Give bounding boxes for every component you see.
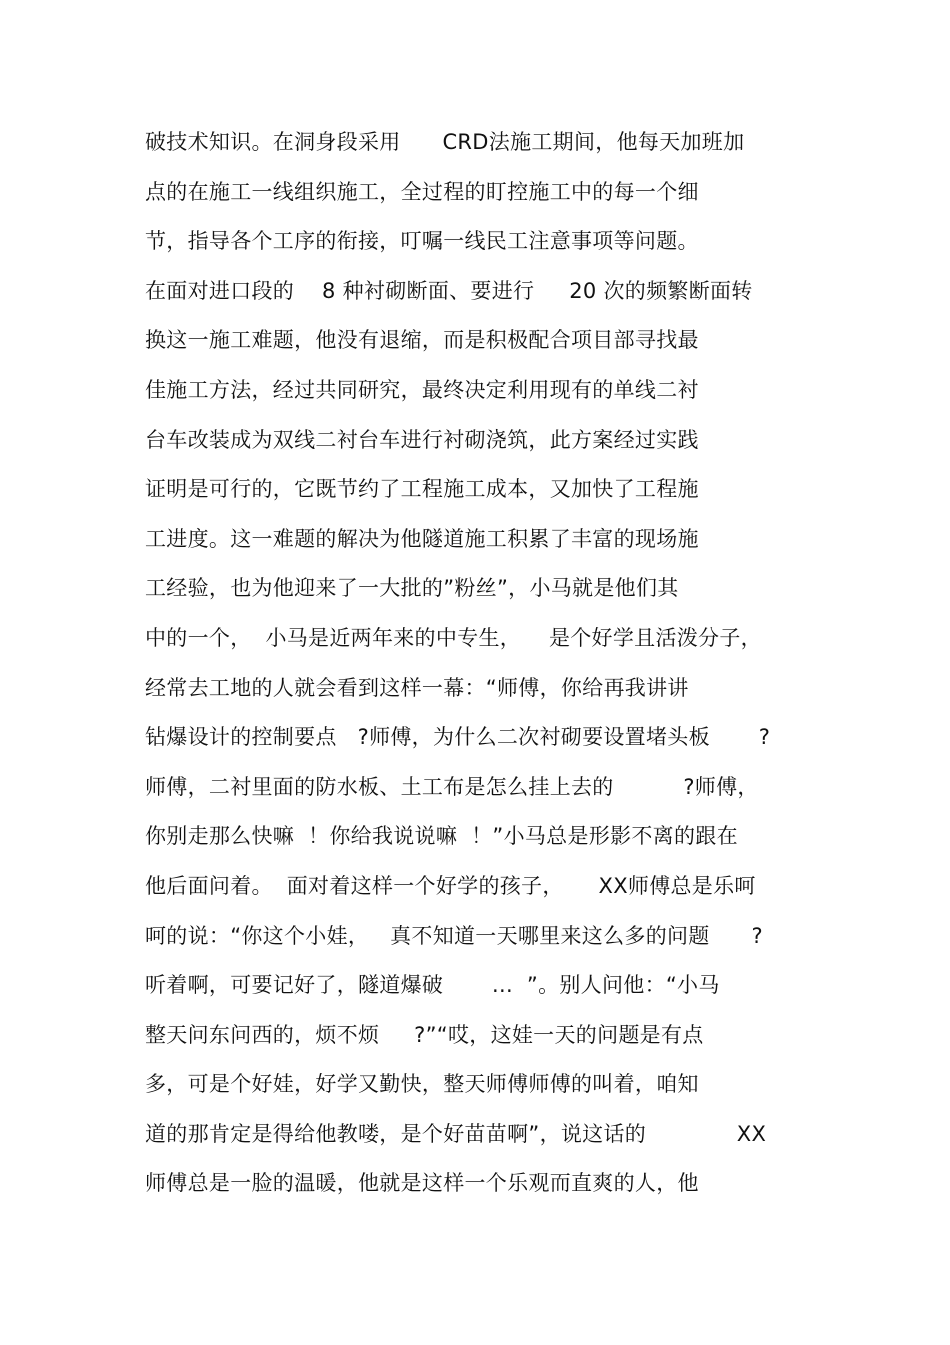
text-line: 台车改装成为双线二衬台车进行衬砌浇筑，此方案经过实践	[145, 427, 699, 452]
text-line: 工进度。这一难题的解决为他隧道施工积累了丰富的现场施	[145, 526, 699, 551]
text-line: 师傅，二衬里面的防水板、土工布是怎么挂上去的 ?师傅，	[145, 774, 759, 799]
text-line: 工经验，也为他迎来了一大批的”粉丝”，小马就是他们其	[145, 576, 679, 601]
text-line: 道的那肯定是得给他教喽，是个好苗苗啊”，说这话的 XX	[145, 1121, 767, 1146]
text-line: 佳施工方法，经过共同研究，最终决定利用现有的单线二衬	[145, 377, 699, 402]
text-line: 节，指导各个工序的衔接，叮嘱一线民工注意事项等问题。	[145, 229, 699, 254]
text-line: 他后面问着。 面对着这样一个好学的孩子， XX师傅总是乐呵	[145, 873, 756, 898]
text-line: 钻爆设计的控制要点 ?师傅，为什么二次衬砌要设置堵头板 ?	[145, 725, 771, 750]
text-line: 点的在施工一线组织施工，全过程的盯控施工中的每一个细	[145, 179, 699, 204]
text-line: 换这一施工难题，他没有退缩，而是积极配合项目部寻找最	[145, 328, 699, 353]
text-line: 师傅总是一脸的温暖，他就是这样一个乐观而直爽的人，他	[145, 1171, 699, 1196]
text-line: 你别走那么快嘛 ！你给我说说嘛 ！”小马总是形影不离的跟在	[145, 824, 738, 849]
text-line: 中的一个， 小马是近两年来的中专生， 是个好学且活泼分子，	[145, 625, 762, 650]
body-text	[145, 122, 825, 1213]
text-line: 听着啊，可要记好了，隧道爆破 ... ”。别人问他：“小马	[145, 973, 720, 998]
text-line: 破技术知识。在洞身段采用 CRD法施工期间，他每天加班加	[145, 130, 745, 154]
text-line: 证明是可行的，它既节约了工程施工成本，又加快了工程施	[145, 477, 699, 502]
text-line: 在面对进口段的 8 种衬砌断面、要进行 20 次的频繁断面转	[145, 278, 753, 303]
text-line: 呵的说：“你这个小娃， 真不知道一天哪里来这么多的问题 ?	[145, 923, 763, 948]
text-line: 经常去工地的人就会看到这样一幕：“师傅，你给再我讲讲	[145, 675, 689, 700]
text-line: 多，可是个好娃，好学又勤快，整天师傅师傅的叫着，咱知	[145, 1072, 699, 1097]
text-line: 整天问东问西的，烦不烦 ?”“哎，这娃一天的问题是有点	[145, 1022, 704, 1047]
